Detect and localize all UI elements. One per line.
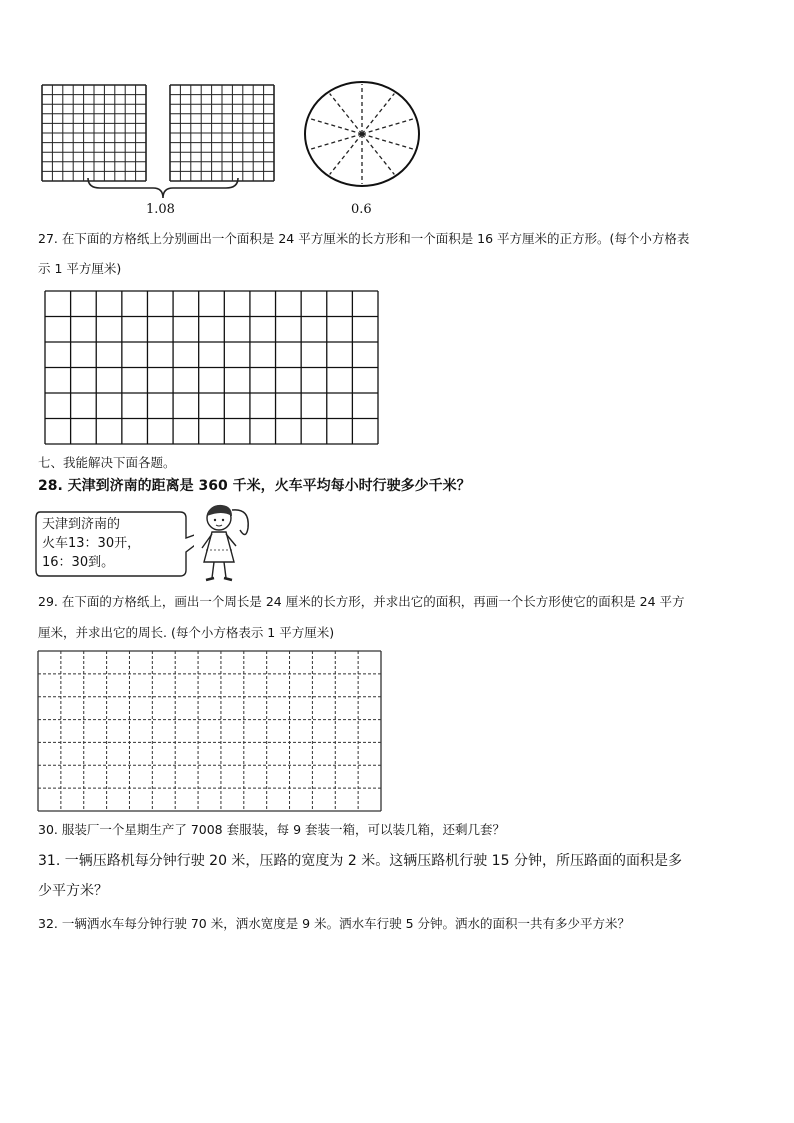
hundred-grid-left [42,85,146,181]
q27-line1: 27. 在下面的方格纸上分别画出一个面积是 24 平方厘米的长方形和一个面积是 16 平方厘米的正方形。(每个小方格表 [38,231,690,246]
speech-bubble-text [42,515,140,572]
bubble-line: 火车13：30开， [42,536,141,551]
q29-dashed-grid[interactable] [37,650,383,813]
label-1-08: 1.08 [146,202,175,217]
q31-line1: 31. 一辆压路机每分钟行驶 20 米，压路的宽度为 2 米。这辆压路机行驶 15 分钟，所压路面的面积是多 [38,853,682,869]
divided-circle [305,82,419,186]
label-0-6: 0.6 [351,202,372,217]
q27-square-grid[interactable] [44,290,380,446]
q31-line2: 少平方米？ [38,883,108,899]
girl-illustration [192,500,258,586]
q29-line2: 厘米，并求出它的周长. (每个小方格表示 1 平方厘米) [38,625,335,640]
section-7-title: 七、我能解决下面各题。 [38,455,176,470]
top-figure [30,70,450,220]
hundred-grid-right [170,85,274,181]
q32-question: 32. 一辆洒水车每分钟行驶 70 米，洒水宽度是 9 米。洒水车行驶 5 分钟。洒水的面积一共有多少平方米？ [38,916,631,931]
bubble-line: 天津到济南的 [42,517,121,532]
q29-line1: 29. 在下面的方格纸上，画出一个周长是 24 厘米的长方形，并求出它的面积，再画一个长方形使它的面积是 24 平方 [38,594,685,609]
q27-line2: 示 1 平方厘米) [38,261,122,276]
bubble-line: 16：30到。 [42,555,115,570]
q30-question: 30. 服装厂一个星期生产了 7008 套服装，每 9 套装一箱，可以装几箱，还剩几套？ [38,822,506,837]
q28-question: 28. 天津到济南的距离是 360 千米，火车平均每小时行驶多少千米？ [38,478,471,494]
